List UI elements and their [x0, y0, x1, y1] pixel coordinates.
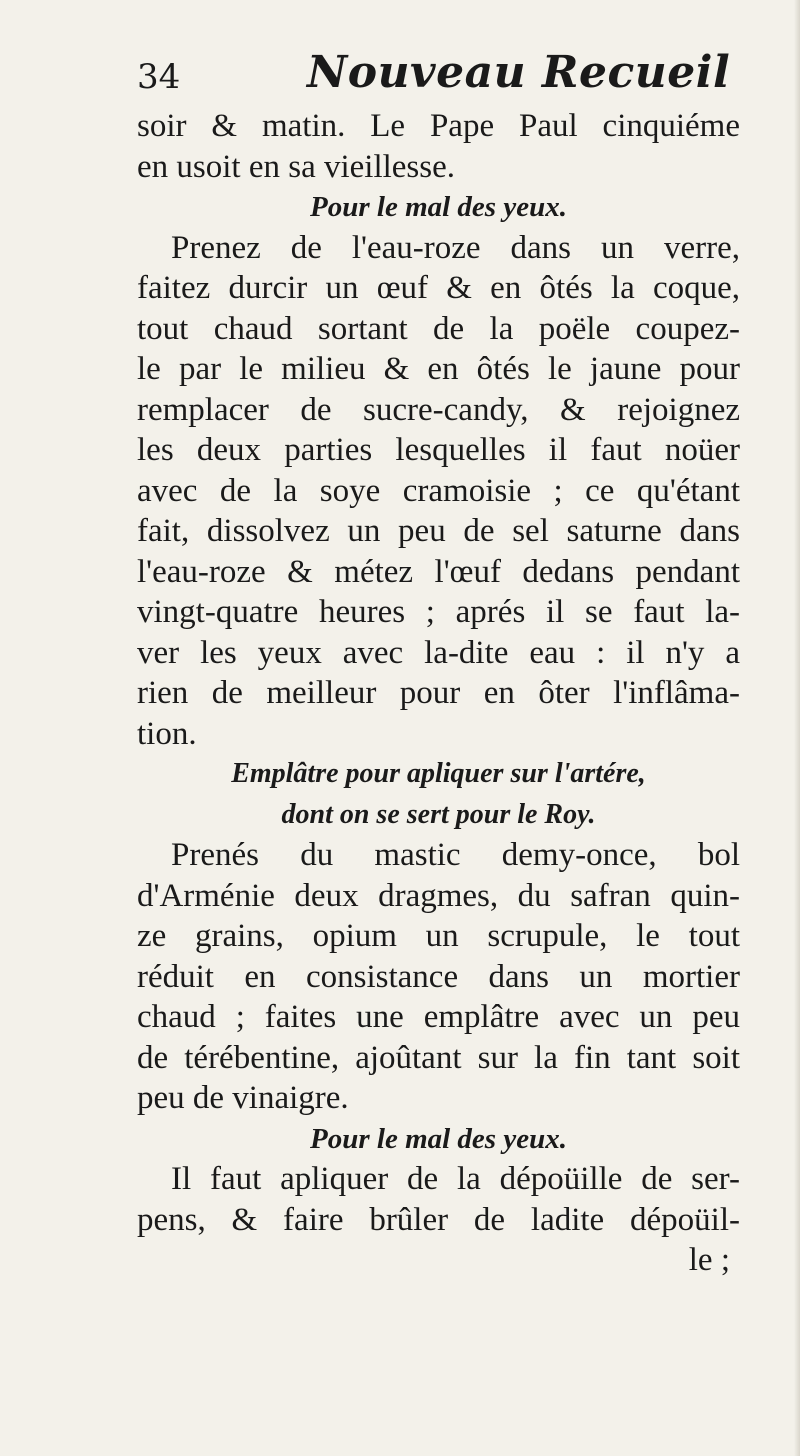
text-line: Prenez de l'eau-roze dans un verre,: [171, 229, 740, 266]
page-edge: [794, 0, 800, 1456]
text-line: chaud ; faites une emplâtre avec un peu: [137, 999, 740, 1035]
text-line: pens, & faire brûler de ladite dépoüil-: [137, 1201, 740, 1238]
text-line: les deux parties lesquelles il faut noüer: [137, 432, 740, 468]
text-line: soir & matin. Le Pape Paul cinquiéme: [137, 108, 740, 144]
text-line: fait, dissolvez un peu de sel saturne dans: [137, 513, 740, 549]
page-number: 34: [137, 57, 181, 97]
text-line: remplacer de sucre-candy, & rejoignez: [137, 391, 740, 428]
section-heading: dont on se sert pour le Roy.: [281, 798, 596, 830]
text-line: peu de vinaigre.: [137, 1080, 349, 1116]
text-line: ze grains, opium un scrupule, le tout: [137, 918, 740, 954]
running-head: [137, 40, 740, 106]
text-line: tion.: [137, 715, 197, 752]
text-line: réduit en consistance dans un mortier: [137, 958, 740, 995]
text-line: vingt-quatre heures ; aprés il se faut la-: [137, 594, 740, 630]
text-line: avec de la soye cramoisie ; ce qu'étant: [137, 472, 740, 509]
text-line: d'Arménie deux dragmes, du safran quin-: [137, 877, 740, 914]
section-heading: Emplâtre pour apliquer sur l'artére,: [231, 758, 646, 789]
text-line: faitez durcir un œuf & en ôtés la coque,: [137, 270, 740, 306]
text-line: en usoit en sa vieillesse.: [137, 148, 456, 185]
running-title: Nouveau Recueil: [307, 47, 731, 98]
catchword: le ;: [688, 1242, 730, 1278]
text-line: de térébentine, ajoûtant sur la fin tant soit: [137, 1039, 740, 1076]
text-line: rien de meilleur pour en ôter l'inflâma-: [137, 675, 740, 711]
text-line: le par le milieu & en ôtés le jaune pour: [137, 351, 740, 387]
text-line: tout chaud sortant de la poële coupez-: [137, 310, 740, 347]
text-line: l'eau-roze & métez l'œuf dedans pendant: [137, 553, 740, 590]
text-line: Il faut apliquer de la dépoüille de ser-: [171, 1161, 740, 1197]
page-body: [137, 106, 740, 1281]
section-heading: Pour le mal des yeux.: [310, 191, 567, 223]
text-line: ver les yeux avec la-dite eau : il n'y a: [137, 634, 740, 671]
section-heading: Pour le mal des yeux.: [310, 1122, 567, 1155]
text-line: Prenés du mastic demy-once, bol: [171, 837, 740, 873]
